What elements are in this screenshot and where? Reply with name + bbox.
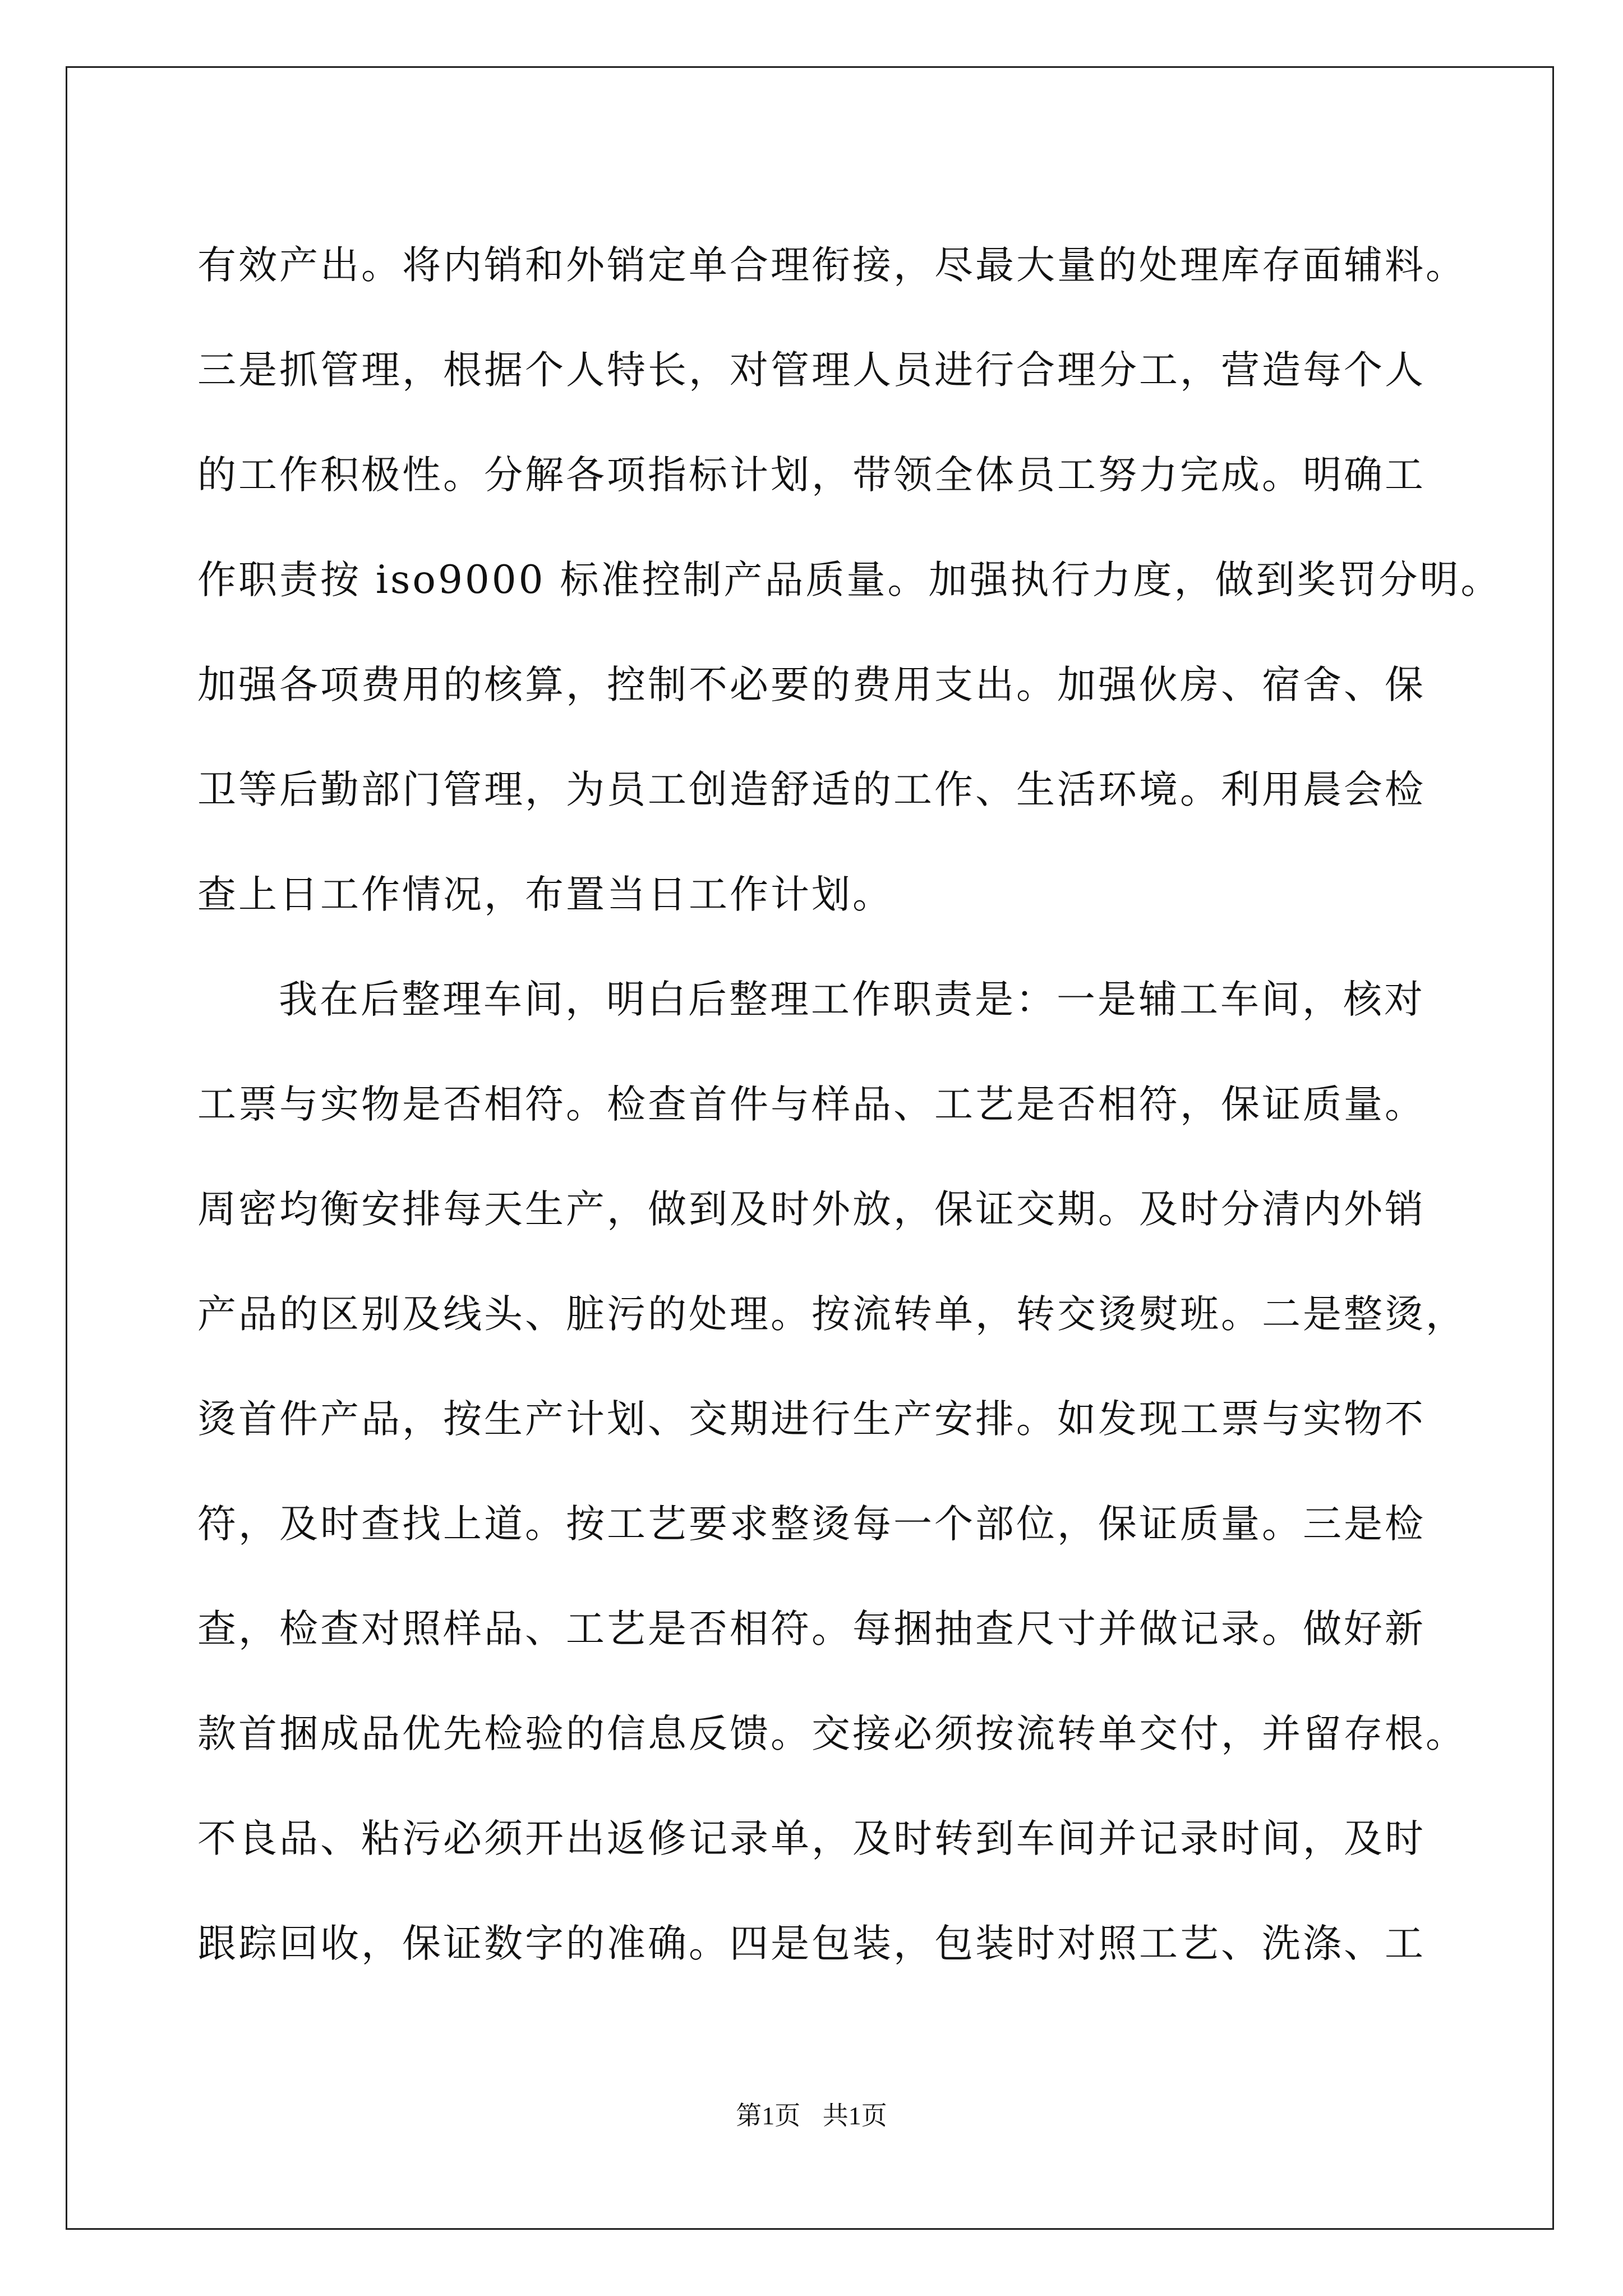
total-pages-label: 共1页 — [822, 2101, 887, 2130]
text-line: 三是抓管理，根据个人特长，对管理人员进行合理分工，营造每个人 — [197, 348, 1426, 393]
page-footer — [0, 2095, 1623, 2132]
text-line: 跟踪回收，保证数字的准确。四是包装，包装时对照工艺、洗涤、工 — [197, 1921, 1426, 1966]
document-body — [197, 213, 1502, 1996]
text-line: 款首捆成品优先检验的信息反馈。交接必须按流转单交付，并留存根。 — [197, 1711, 1467, 1756]
text-line: 周密均衡安排每天生产，做到及时外放，保证交期。及时分清内外销 — [197, 1187, 1426, 1232]
text-line: 作职责按 iso9000 标准控制产品质量。加强执行力度，做到奖罚分明。 — [197, 558, 1502, 602]
text-line: 有效产出。将内销和外销定单合理衔接，尽最大量的处理库存面辅料。 — [197, 243, 1467, 288]
current-page-label: 第1页 — [736, 2101, 801, 2130]
text-line: 产品的区别及线头、脏污的处理。按流转单，转交烫熨班。二是整烫， — [197, 1292, 1467, 1337]
text-line: 烫首件产品，按生产计划、交期进行生产安排。如发现工票与实物不 — [197, 1397, 1426, 1442]
text-line: 的工作积极性。分解各项指标计划，带领全体员工努力完成。明确工 — [197, 453, 1426, 498]
paragraph-first-line: 我在后整理车间，明白后整理工作职责是：一是辅工车间，核对 — [279, 977, 1425, 1022]
text-line: 工票与实物是否相符。检查首件与样品、工艺是否相符，保证质量。 — [197, 1082, 1426, 1127]
text-line: 查，检查对照样品、工艺是否相符。每捆抽查尺寸并做记录。做好新 — [197, 1607, 1426, 1651]
text-line: 查上日工作情况，布置当日工作计划。 — [197, 872, 893, 917]
text-line: 卫等后勤部门管理，为员工创造舒适的工作、生活环境。利用晨会检 — [197, 767, 1426, 812]
text-line: 符，及时查找上道。按工艺要求整烫每一个部位，保证质量。三是检 — [197, 1502, 1426, 1547]
text-line: 不良品、粘污必须开出返修记录单，及时转到车间并记录时间，及时 — [197, 1816, 1426, 1861]
text-line: 加强各项费用的核算，控制不必要的费用支出。加强伙房、宿舍、保 — [197, 662, 1426, 707]
